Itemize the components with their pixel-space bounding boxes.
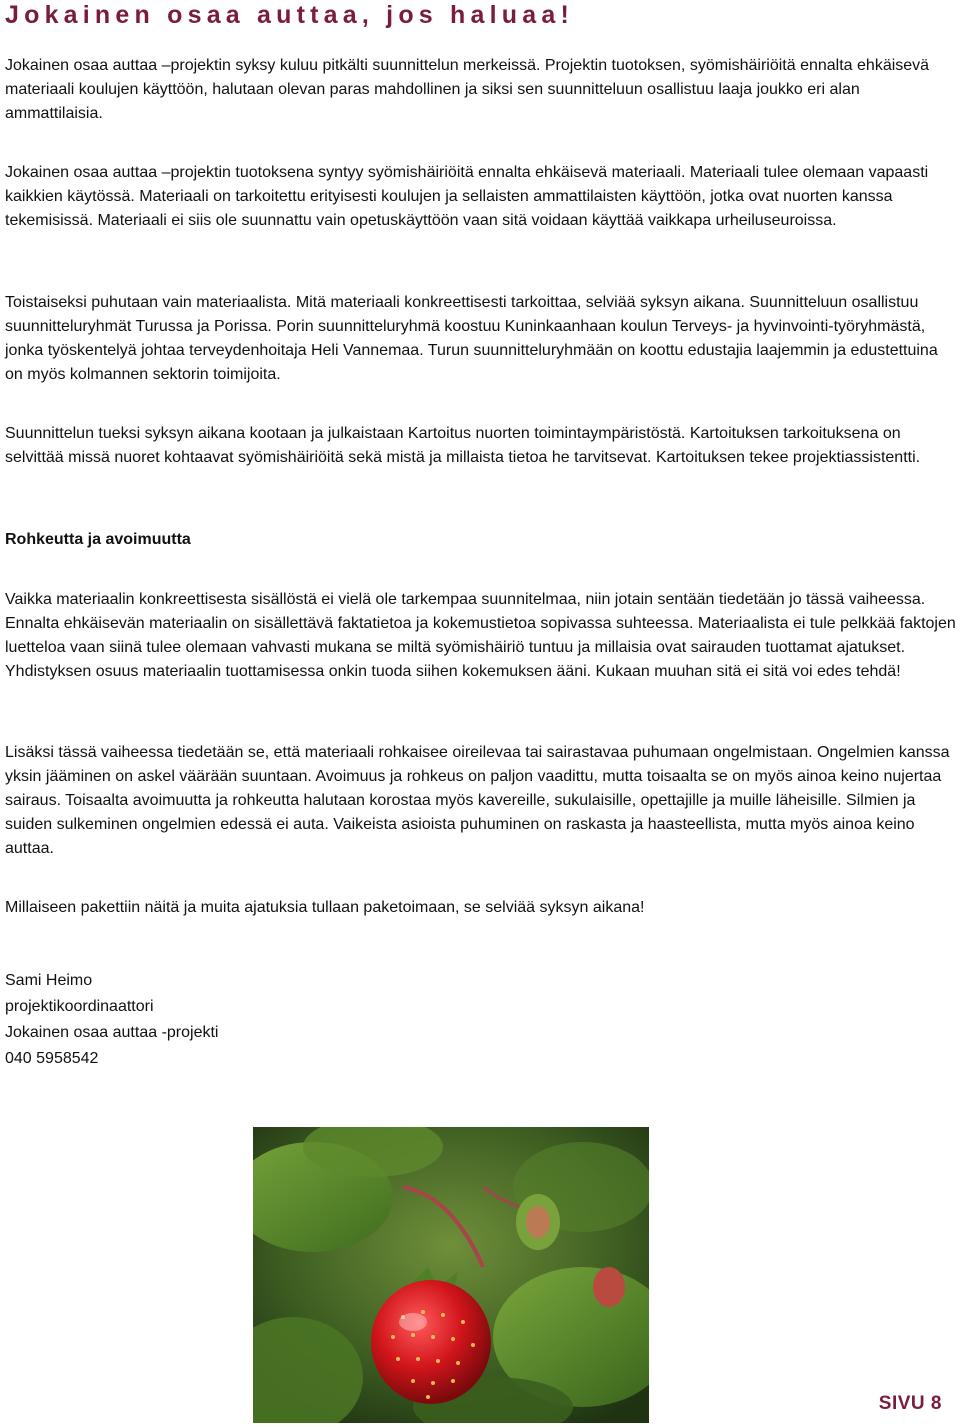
page-number: SIVU 8 (878, 1393, 942, 1414)
paragraph-4: Suunnittelun tueksi syksyn aikana kootaan ja julkaistaan Kartoitus nuorten toimintaympäristöstä. Kartoituksen tarkoituksena on selvittää missä nuoret kohtaavat syömishäiriöitä sekä mistä ja millaista tietoa he tarvitsevat. Kartoituksen tekee projektiassistentti. (5, 425, 921, 466)
signature-name: Sami Heimo (5, 972, 93, 989)
paragraph-6: Lisäksi tässä vaiheessa tiedetään se, että materiaali rohkaisee oireilevaa tai sairastavaa puhumaan ongelmistaan. Ongelmien kanssa yksin jääminen on askel väärään suuntaan. Avoimuus ja rohkeus on paljon vaadittu, mutta toisaalta se on myös ainoa keino nujertaa sairaus. Toisaalta avoimuutta ja rohkeutta halutaan korostaa myös kavereille, sukulaisille, opettajille ja muille läheisille. Silmien ja suiden sulkeminen ongelmien edessä ei auta. Vaikeista asioista puhuminen on raskasta ja haasteellista, mutta myös ainoa keino auttaa. (5, 744, 950, 857)
paragraph-3: Toistaiseksi puhutaan vain materiaalista. Mitä materiaali konkreettisesti tarkoittaa, selviää syksyn aikana. Suunnitteluun osallistuu suunnitteluryhmät Turussa ja Porissa. Porin suunnitteluryhmä koostuu Kuninkaanhaan koulun Terveys- ja hyvinvointi-työryhmästä, jonka työskentelyä johtaa terveydenhoitaja Heli Vannemaa. Turun suunnitteluryhmään on koottu edustajia laajemmin ja edustettuina on myös kolmannen sektorin toimijoita. (5, 294, 938, 383)
signature-role: projektikoordinaattori (5, 998, 154, 1015)
page-title: Jokainen osaa auttaa, jos haluaa! (5, 1, 574, 29)
signature-block (5, 968, 218, 1072)
section-heading: Rohkeutta ja avoimuutta (5, 531, 191, 548)
paragraph-2: Jokainen osaa auttaa –projektin tuotoksena syntyy syömishäiriöitä ennalta ehkäisevä materiaali. Materiaali tulee olemaan vapaasti kaikkien käytössä. Materiaali on tarkoitettu erityisesti koulujen ja sellaisten ammattilaisten käyttöön, jotka ovat nuorten kanssa tekemisissä. Materiaali ei siis ole suunnattu vain opetuskäyttöön vaan sitä voidaan käyttää vaikkapa urheiluseuroissa. (5, 164, 929, 229)
strawberry-illustration (253, 1127, 649, 1423)
signature-org: Jokainen osaa auttaa -projekti (5, 1024, 219, 1041)
paragraph-7: Millaiseen pakettiin näitä ja muita ajatuksia tullaan paketoimaan, se selviää syksyn aikana! (5, 899, 645, 916)
wild-strawberry-photo (253, 1127, 649, 1423)
signature-phone: 040 5958542 (5, 1050, 99, 1067)
paragraph-1: Jokainen osaa auttaa –projektin syksy kuluu pitkälti suunnittelun merkeissä. Projektin tuotoksen, syömishäiriöitä ennalta ehkäisevä materiaali koulujen käyttöön, halutaan olevan paras mahdollinen ja siksi sen suunnitteluun osallistuu laaja joukko eri alan ammattilaisia. (5, 57, 930, 122)
paragraph-5: Vaikka materiaalin konkreettisesta sisällöstä ei vielä ole tarkempaa suunnitelmaa, niin jotain sentään tiedetään jo tässä vaiheessa. Ennalta ehkäisevän materiaalin on sisällettävä faktatietoa ja kokemustietoa sopivassa suhteessa. Materiaalista ei tule pelkkää faktojen luetteloa vaan siinä tulee olemaan vahvasti mukana se miltä syömishäiriö tuntuu ja millaisia ovat sairauden tuottamat ajatukset. Yhdistyksen osuus materiaalin tuottamisessa onkin tuoda siihen kokemuksen ääni. Kukaan muuhan sitä ei sitä voi edes tehdä! (5, 591, 956, 680)
